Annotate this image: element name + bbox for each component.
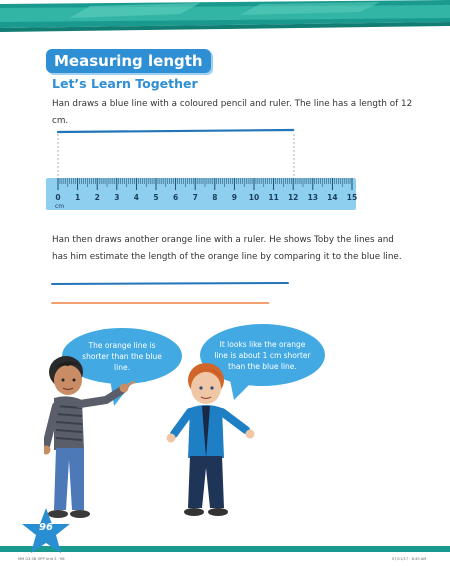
ruler-label: 6 bbox=[172, 193, 179, 202]
speech-right-text: It looks like the orange line is about 1 cm shorter than the blue line. bbox=[214, 339, 311, 371]
boy-pointing-illustration bbox=[44, 350, 154, 530]
ruler-figure bbox=[44, 122, 364, 210]
blue-line bbox=[58, 130, 293, 132]
page-title-text: Measuring length bbox=[46, 49, 211, 73]
ruler-label: 8 bbox=[212, 193, 218, 202]
print-footer-right: 07/11/17 · 8:49 AM bbox=[392, 557, 427, 561]
print-footer-left: MM G3 SB OPP Unit 5 · 96 bbox=[18, 557, 65, 561]
ruler-label: 3 bbox=[114, 193, 120, 202]
ruler-label: 5 bbox=[153, 193, 159, 202]
ruler-label: 11 bbox=[268, 193, 279, 202]
ruler-label: 10 bbox=[248, 193, 260, 202]
ruler-label: 1 bbox=[74, 193, 81, 202]
intro-paragraph: Han draws a blue line with a coloured pencil and ruler. The line has a length of 12 cm. bbox=[52, 99, 413, 126]
page-number: 96 bbox=[39, 522, 53, 533]
ruler-label: 13 bbox=[307, 193, 319, 202]
comparison-lines bbox=[48, 276, 308, 308]
ruler-label: 2 bbox=[94, 193, 100, 202]
ruler-label: 0 bbox=[55, 193, 61, 202]
ruler-label: 12 bbox=[287, 193, 299, 202]
ruler-label: 15 bbox=[346, 193, 358, 202]
ruler-label: 7 bbox=[192, 193, 198, 202]
ruler-label: 4 bbox=[133, 193, 140, 202]
boy-shrugging-illustration bbox=[166, 358, 276, 528]
page-title bbox=[46, 49, 211, 73]
comparison-blue-line bbox=[52, 283, 288, 284]
top-decorative-band bbox=[0, 0, 450, 34]
ruler-label: 9 bbox=[231, 193, 238, 202]
ruler-label: 14 bbox=[327, 193, 338, 202]
ruler-unit-label: cm bbox=[55, 203, 65, 210]
speech-left-text: The orange line is shorter than the blue line. bbox=[82, 340, 162, 372]
second-paragraph: Han then draws another orange line with a ruler. He shows Toby the lines and has him estimate the length of the orange line by comparing it to the blue line. bbox=[52, 235, 402, 262]
section-subtitle: Let’s Learn Together bbox=[52, 76, 198, 91]
